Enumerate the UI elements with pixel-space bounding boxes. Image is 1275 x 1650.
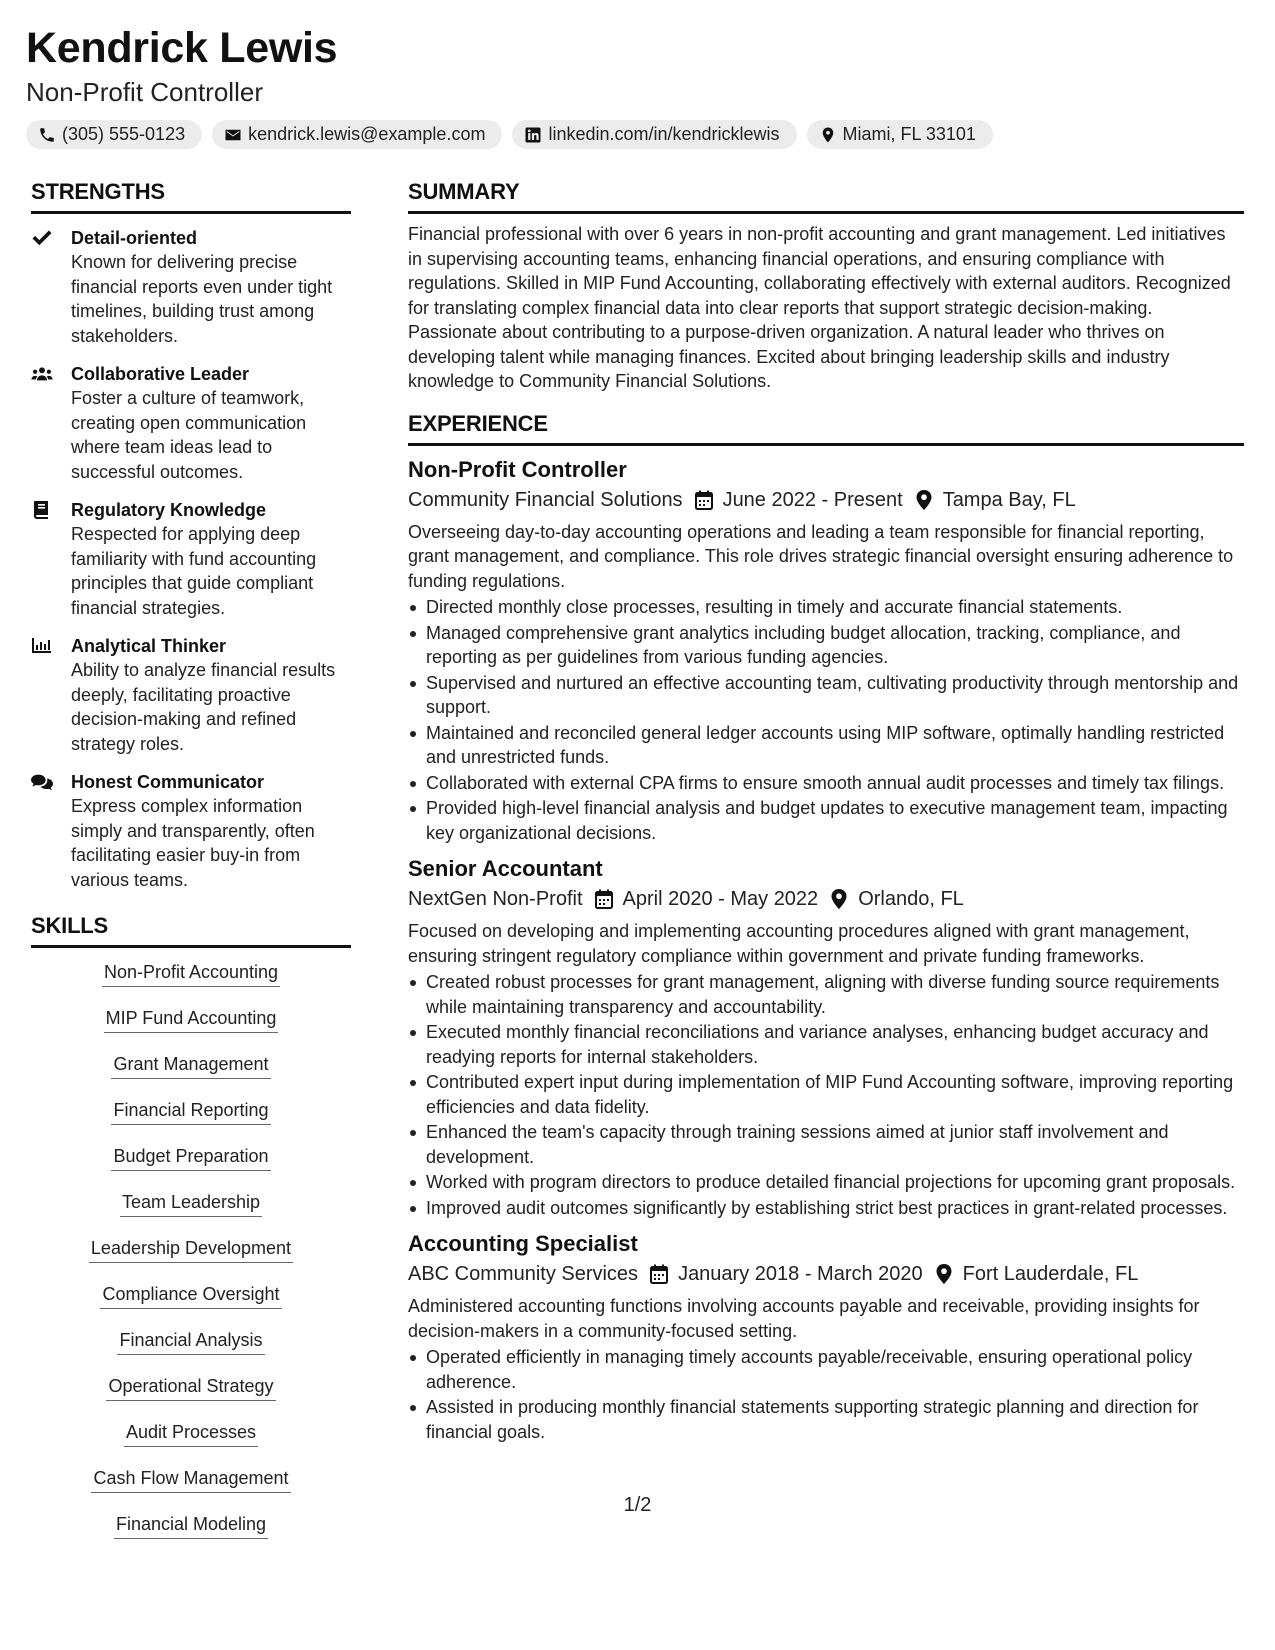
strength-title: Regulatory Knowledge — [71, 500, 267, 520]
job-meta — [408, 486, 1244, 514]
skill-tag: Non-Profit Accounting — [102, 960, 280, 987]
contact-linkedin-text: linkedin.com/in/kendricklewis — [548, 124, 780, 144]
job-company: NextGen Non-Profit — [408, 888, 583, 910]
map-marker-icon — [830, 889, 848, 909]
map-marker-icon — [915, 490, 933, 510]
candidate-name: Kendrick Lewis — [26, 24, 338, 72]
strength-desc: Respected for applying deep familiarity with fund accounting principles that guide compliant financial strategies. — [71, 524, 317, 618]
users-icon — [31, 365, 53, 383]
strength-item — [31, 634, 351, 756]
job-meta — [408, 1260, 1244, 1288]
phone-icon — [38, 126, 56, 144]
contact-bar — [26, 120, 1246, 149]
strength-desc: Known for delivering precise financial reports even under tight timelines, building trust among stakeholders. — [71, 252, 333, 346]
skill-tag: Compliance Oversight — [100, 1282, 281, 1309]
book-icon — [31, 501, 53, 519]
linkedin-icon — [524, 126, 542, 144]
job-bullet: Operated efficiently in managing timely accounts payable/receivable, ensuring operational policy adherence. — [408, 1345, 1244, 1394]
job-entry — [408, 855, 1244, 1220]
candidate-title: Non-Profit Controller — [26, 77, 263, 107]
contact-email[interactable] — [212, 120, 502, 149]
job-location: Orlando, FL — [858, 888, 964, 910]
strength-title: Detail-oriented — [71, 228, 198, 248]
summary-text: Financial professional with over 6 years in non-profit accounting and grant management. Led initiatives in supervising accounting teams, enhancing financial operations, and ensuring compliance with regulations. Skilled in MIP Fund Accounting, collaborating effectively with external auditors. Recognized for translating complex financial data into clear reports that support strategic decision-making. Passionate about contributing to a purpose-driven organization. A natural leader who thrives on developing talent while managing finances. Excited about bringing leadership skills and industry knowledge to Community Financial Solutions. — [408, 224, 1231, 391]
strength-desc: Foster a culture of teamwork, creating open communication where team ideas lead to successful outcomes. — [71, 388, 307, 482]
map-marker-icon — [935, 1264, 953, 1284]
experience-section — [408, 410, 1244, 1445]
job-bullet: Assisted in producing monthly financial statements supporting strategic planning and direction for financial goals. — [408, 1395, 1244, 1444]
job-meta — [408, 885, 1244, 913]
job-bullet: Maintained and reconciled general ledger accounts using MIP software, optimally handling restricted and unrestricted funds. — [408, 721, 1244, 770]
envelope-icon — [224, 126, 242, 144]
skills-heading: SKILLS — [31, 912, 351, 948]
job-company: ABC Community Services — [408, 1263, 639, 1285]
skill-tag: Team Leadership — [120, 1190, 262, 1217]
contact-location-text: Miami, FL 33101 — [842, 124, 976, 144]
job-bullet: Contributed expert input during implementation of MIP Fund Accounting software, improving reporting efficiencies and data fidelity. — [408, 1070, 1244, 1119]
job-bullets — [408, 595, 1244, 845]
strengths-list — [31, 226, 351, 892]
map-marker-icon — [819, 126, 837, 144]
job-bullets — [408, 970, 1244, 1220]
job-company: Community Financial Solutions — [408, 488, 683, 511]
job-location: Tampa Bay, FL — [942, 488, 1076, 511]
skill-tag: Financial Analysis — [117, 1328, 264, 1355]
experience-heading: EXPERIENCE — [408, 410, 1244, 446]
check-icon — [31, 229, 53, 247]
skill-tag: Budget Preparation — [111, 1144, 270, 1171]
job-entry — [408, 456, 1244, 846]
job-dates: January 2018 - March 2020 — [678, 1263, 923, 1285]
job-bullet: Provided high-level financial analysis and budget updates to executive management team, impacting key organizational decisions. — [408, 796, 1244, 845]
strength-desc: Express complex information simply and transparently, often facilitating easier buy-in from various teams. — [71, 796, 315, 890]
skill-tag: Financial Modeling — [114, 1512, 268, 1539]
contact-linkedin[interactable] — [512, 120, 796, 149]
strength-title: Honest Communicator — [71, 772, 265, 792]
contact-email-text: kendrick.lewis@example.com — [248, 124, 486, 144]
right-column — [408, 178, 1244, 1445]
job-description: Focused on developing and implementing accounting procedures aligned with grant management, ensuring stringent regulatory compliance within government and private funding frameworks. — [408, 921, 1190, 966]
skills-list — [31, 960, 351, 1558]
job-title: Senior Accountant — [408, 856, 603, 881]
job-dates: April 2020 - May 2022 — [622, 888, 819, 910]
job-location: Fort Lauderdale, FL — [962, 1263, 1139, 1285]
job-title: Accounting Specialist — [408, 1231, 638, 1256]
comments-icon — [31, 773, 53, 791]
skill-tag: MIP Fund Accounting — [104, 1006, 279, 1033]
summary-heading: SUMMARY — [408, 178, 1244, 214]
contact-phone-text: (305) 555-0123 — [62, 124, 186, 144]
job-bullet: Improved audit outcomes significantly by establishing strict best practices in grant-related processes. — [408, 1196, 1244, 1221]
strength-desc: Ability to analyze financial results deeply, facilitating proactive decision-making and refined strategy roles. — [71, 660, 336, 754]
skill-tag: Operational Strategy — [106, 1374, 275, 1401]
strength-title: Collaborative Leader — [71, 364, 250, 384]
resume-header — [26, 22, 1246, 149]
job-bullet: Created robust processes for grant management, aligning with diverse funding source requirements while maintaining transparency and accountability. — [408, 970, 1244, 1019]
strength-item — [31, 498, 351, 620]
job-description: Administered accounting functions involving accounts payable and receivable, providing insights for decision-makers in a community-focused setting. — [408, 1296, 1200, 1341]
job-bullet: Enhanced the team's capacity through training sessions aimed at junior staff involvement and development. — [408, 1120, 1244, 1169]
strengths-heading: STRENGTHS — [31, 178, 351, 214]
contact-phone[interactable] — [26, 120, 202, 149]
skill-tag: Audit Processes — [124, 1420, 258, 1447]
job-dates: June 2022 - Present — [722, 488, 903, 511]
job-bullets — [408, 1345, 1244, 1444]
skill-tag: Grant Management — [111, 1052, 270, 1079]
strength-item — [31, 770, 351, 892]
job-bullet: Managed comprehensive grant analytics including budget allocation, tracking, compliance, and reporting as per guidelines from various funding agencies. — [408, 621, 1244, 670]
page-indicator: 1/2 — [623, 1494, 652, 1516]
job-bullet: Worked with program directors to produce detailed financial projections for upcoming grant proposals. — [408, 1170, 1244, 1195]
job-bullet: Directed monthly close processes, resulting in timely and accurate financial statements. — [408, 595, 1244, 620]
job-bullet: Collaborated with external CPA firms to ensure smooth annual audit processes and timely tax filings. — [408, 771, 1244, 796]
calendar-icon — [650, 1264, 668, 1284]
calendar-icon — [695, 490, 713, 510]
job-description: Overseeing day-to-day accounting operations and leading a team responsible for financial reporting, grant management, and compliance. This role drives strategic financial oversight ensuring adherence to funding regulations. — [408, 521, 1234, 591]
chart-icon — [31, 637, 53, 655]
left-column — [31, 178, 351, 1558]
strength-item — [31, 226, 351, 348]
strength-item — [31, 362, 351, 484]
skill-tag: Cash Flow Management — [91, 1466, 290, 1493]
calendar-icon — [595, 889, 613, 909]
contact-location[interactable] — [807, 120, 993, 149]
skill-tag: Financial Reporting — [111, 1098, 270, 1125]
skills-section — [31, 912, 351, 1558]
job-title: Non-Profit Controller — [408, 456, 627, 482]
strength-title: Analytical Thinker — [71, 636, 227, 656]
job-bullet: Executed monthly financial reconciliations and variance analyses, enhancing budget accuracy and readying reports for internal stakeholders. — [408, 1020, 1244, 1069]
job-bullet: Supervised and nurtured an effective accounting team, cultivating productivity through mentorship and support. — [408, 671, 1244, 720]
skill-tag: Leadership Development — [89, 1236, 293, 1263]
job-entry — [408, 1230, 1244, 1444]
